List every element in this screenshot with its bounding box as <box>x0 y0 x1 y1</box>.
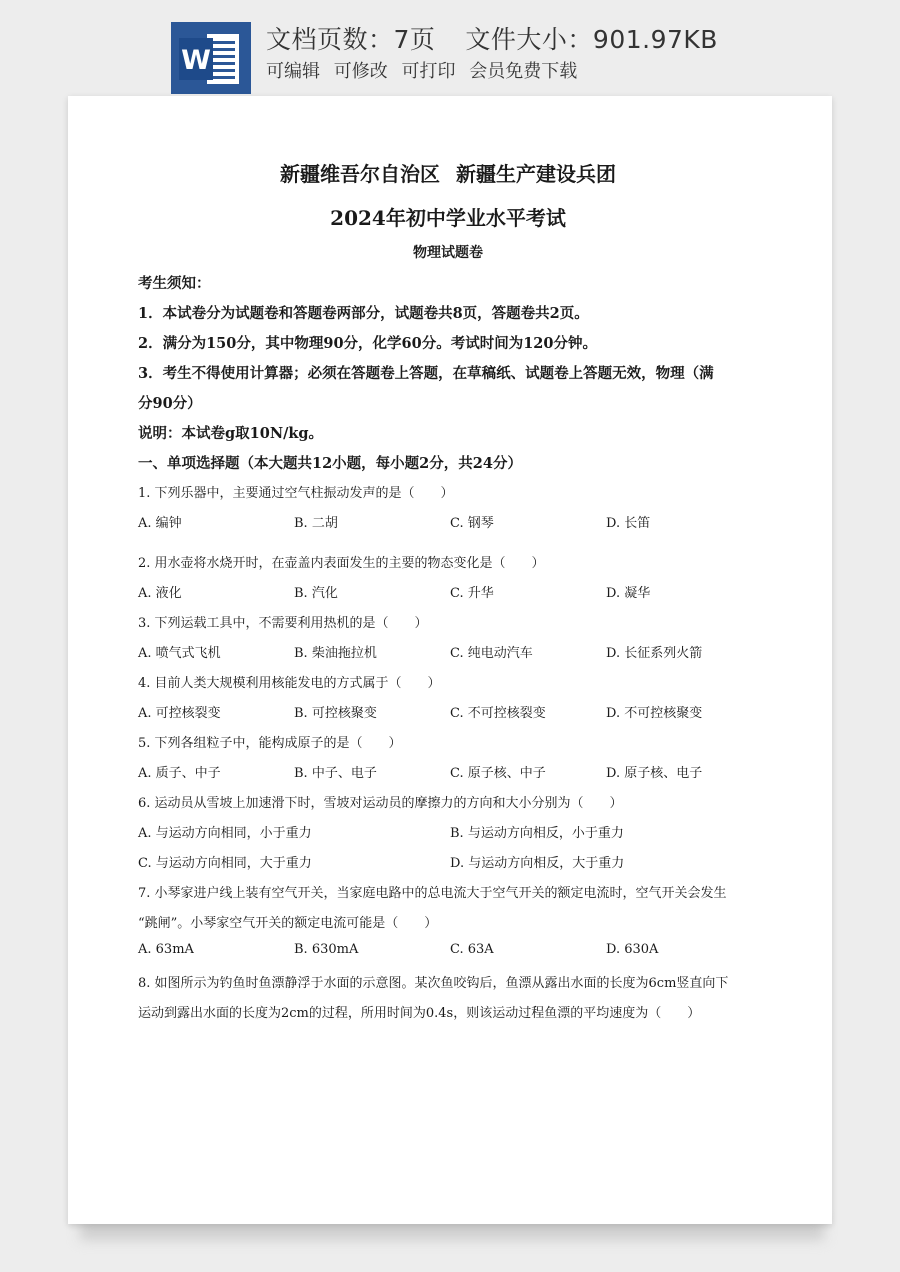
notice-item: 分90分） <box>138 395 202 412</box>
option-b: B. 与运动方向相反，小于重力 <box>450 826 624 841</box>
question-stem: 3. 下列运载工具中，不需要利用热机的是（ ） <box>138 616 428 631</box>
option-b: B. 二胡 <box>294 516 338 531</box>
option-b: B. 630mA <box>294 942 359 957</box>
question-stem: 1. 下列乐器中，主要通过空气柱振动发声的是（ ） <box>138 486 454 501</box>
option-d: D. 原子核、电子 <box>606 766 703 781</box>
question-stem: 8. 如图所示为钓鱼时鱼漂静浮于水面的示意图。某次鱼咬钩后，鱼漂从露出水面的长度为6cm竖直向下 <box>138 976 729 991</box>
option-b: B. 可控核聚变 <box>294 706 377 721</box>
file-size-label: 文件大小：901.97KB <box>465 25 718 54</box>
option-c: C. 不可控核裂变 <box>450 706 546 721</box>
question-stem: 5. 下列各组粒子中，能构成原子的是（ ） <box>138 736 402 751</box>
feature-printable: 可打印 <box>401 61 456 82</box>
document-page <box>68 96 832 1224</box>
note-line: 说明：本试卷g取10N/kg。 <box>138 425 324 442</box>
notice-item: 1．本试卷分为试题卷和答题卷两部分，试题卷共8页，答题卷共2页。 <box>138 305 589 322</box>
file-meta <box>266 20 718 56</box>
question-stem-continued: “跳闸”。小琴家空气开关的额定电流可能是（ ） <box>138 916 438 931</box>
option-a: A. 喷气式飞机 <box>138 646 221 661</box>
exam-subtitle: 物理试题卷 <box>413 245 483 261</box>
page-count-label: 文档页数：7页 <box>266 25 436 54</box>
option-b: B. 柴油拖拉机 <box>294 646 377 661</box>
option-d: D. 长征系列火箭 <box>606 646 703 661</box>
option-c: C. 与运动方向相同，大于重力 <box>138 856 312 871</box>
option-b: B. 中子、电子 <box>294 766 377 781</box>
option-c: C. 纯电动汽车 <box>450 646 533 661</box>
option-d: D. 长笛 <box>606 516 651 531</box>
question-stem: 4. 目前人类大规模利用核能发电的方式属于（ ） <box>138 676 441 691</box>
region-name-1: 新疆维吾尔自治区 <box>280 162 440 186</box>
question-stem-continued: 运动到露出水面的长度为2cm的过程，所用时间为0.4s，则该运动过程鱼漂的平均速度为（ ） <box>138 1006 701 1021</box>
option-a: A. 63mA <box>138 942 194 957</box>
option-a: A. 可控核裂变 <box>138 706 221 721</box>
feature-member-download: 会员免费下载 <box>469 61 578 82</box>
question-stem: 7. 小琴家进户线上装有空气开关，当家庭电路中的总电流大于空气开关的额定电流时，空气开关会发生 <box>138 886 727 901</box>
option-c: C. 升华 <box>450 586 494 601</box>
svg-text:W: W <box>181 45 211 76</box>
section-heading: 一、单项选择题（本大题共12小题，每小题2分，共24分） <box>138 455 522 472</box>
notice-item: 2．满分为150分，其中物理90分，化学60分。考试时间为120分钟。 <box>138 335 597 352</box>
option-c: C. 原子核、中子 <box>450 766 546 781</box>
option-b: B. 汽化 <box>294 586 338 601</box>
exam-region-title <box>138 158 758 187</box>
feature-editable: 可编辑 <box>266 61 320 82</box>
option-c: C. 钢琴 <box>450 516 494 531</box>
word-document-icon <box>171 22 251 94</box>
question-stem: 6. 运动员从雪坡上加速滑下时，雪坡对运动员的摩擦力的方向和大小分别为（ ） <box>138 796 623 811</box>
option-d: D. 630A <box>606 942 659 957</box>
exam-main-title: 2024年初中学业水平考试 <box>330 206 566 230</box>
option-d: D. 凝华 <box>606 586 651 601</box>
option-c: C. 63A <box>450 942 494 957</box>
notice-item: 3．考生不得使用计算器；必须在答题卷上答题，在草稿纸、试题卷上答题无效，物理（满 <box>138 365 714 382</box>
feature-list <box>266 57 585 83</box>
option-a: A. 与运动方向相同，小于重力 <box>138 826 312 841</box>
feature-modifiable: 可修改 <box>333 61 388 82</box>
notice-heading: 考生须知： <box>138 275 211 292</box>
question-stem: 2. 用水壶将水烧开时，在壶盖内表面发生的主要的物态变化是（ ） <box>138 556 545 571</box>
download-header <box>0 0 900 96</box>
option-a: A. 质子、中子 <box>138 766 221 781</box>
option-d: D. 不可控核聚变 <box>606 706 703 721</box>
region-name-2: 新疆生产建设兵团 <box>456 162 616 186</box>
option-a: A. 液化 <box>138 586 182 601</box>
option-a: A. 编钟 <box>138 516 182 531</box>
option-d: D. 与运动方向相反，大于重力 <box>450 856 625 871</box>
